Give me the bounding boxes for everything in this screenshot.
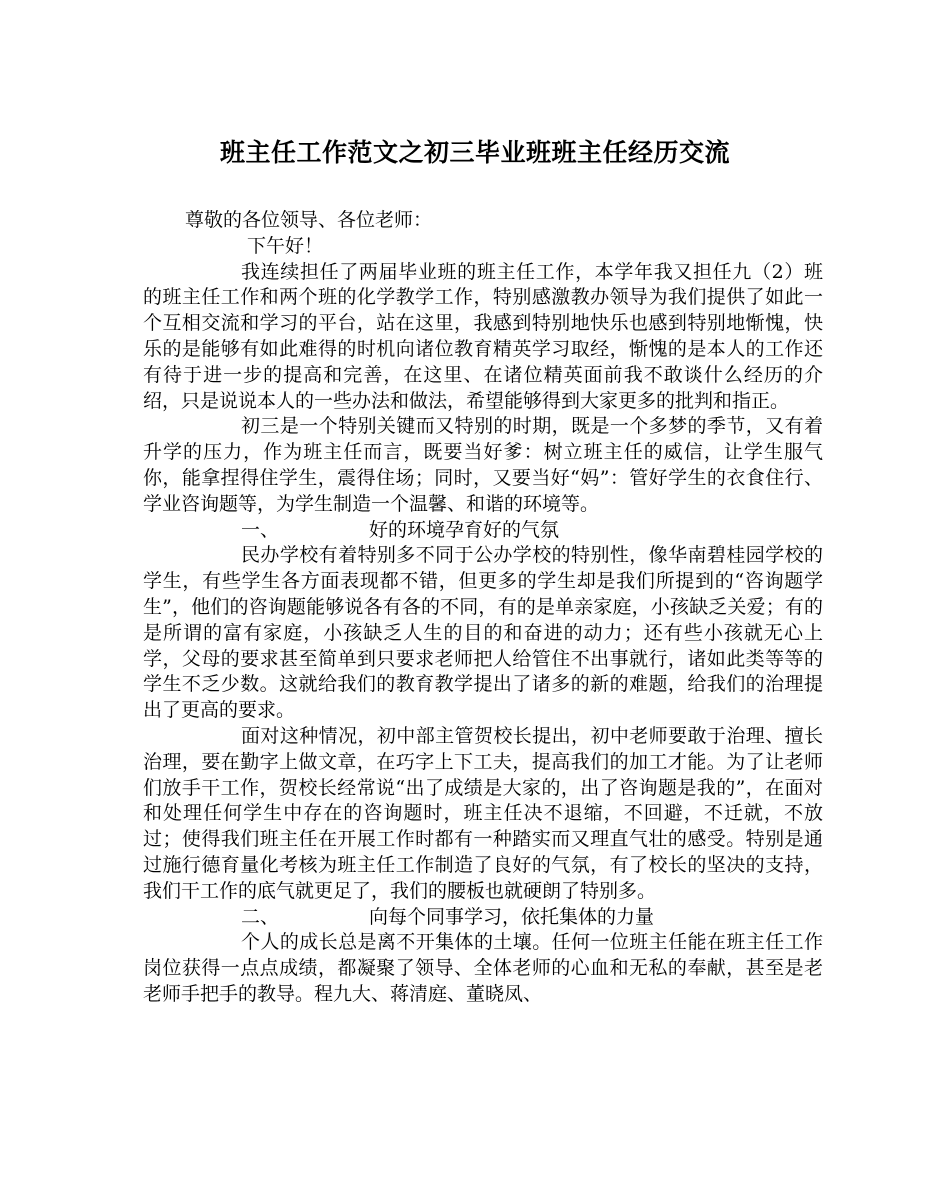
section-heading-text: 向每个同事学习，依托集体的力量 <box>369 905 655 928</box>
paragraph: 民办学校有着特别多不同于公办学校的特别性，像华南碧桂园学校的学生，有些学生各方面表现都不错，但更多的学生却是我们所提到的“咨询题学生”，他们的咨询题能够说各有各的不同，有的是单亲家庭，小孩缺乏关爱；有的是所谓的富有家庭，小孩缺乏人生的目的和奋进的动力；还有些小孩就无心上学，父母的要求甚至简单到只要求老师把人给管住不出事就行，诸如此类等等的学生不乏少数。这就给我们的教育教学提出了诸多的新的难题，给我们的治理提出了更高的要求。 <box>143 544 823 722</box>
paragraph: 我连续担任了两届毕业班的班主任工作，本学年我又担任九（2）班的班主任工作和两个班的化学教学工作，特别感激教办领导为我们提供了如此一个互相交流和学习的平台，站在这里，我感到特别地快乐也感到特别地惭愧，快乐的是能够有如此难得的时机向诸位教育精英学习取经，惭愧的是本人的工作还有待于进一步的提高和完善，在这里、在诸位精英面前我不敢谈什么经历的介绍，只是说说本人的一些办法和做法，希望能够得到大家更多的批判和指正。 <box>143 260 823 412</box>
greeting: 下午好！ <box>247 234 324 257</box>
section-heading <box>143 905 823 931</box>
section-heading <box>143 518 823 544</box>
section-number: 二、 <box>241 905 280 928</box>
document-body <box>143 208 823 1008</box>
document-title: 班主任工作范文之初三毕业班班主任经历交流 <box>219 138 730 167</box>
paragraph: 初三是一个特别关键而又特别的时期，既是一个多梦的季节，又有着升学的压力，作为班主任而言，既要当好爹：树立班主任的威信，让学生服气你，能拿捏得住学生，震得住场；同时，又要当好“妈”：管好学生的衣食住行、学业咨询题等，为学生制造一个温馨、和谐的环境等。 <box>143 415 823 515</box>
paragraph: 面对这种情况，初中部主管贺校长提出，初中老师要敢于治理、擅长治理，要在勤字上做文章，在巧字上下工夫，提高我们的加工才能。为了让老师们放手干工作，贺校长经常说“出了成绩是大家的，出了咨询题是我的”，在面对和处理任何学生中存在的咨询题时，班主任决不退缩，不回避，不迁就，不放过；使得我们班主任在开展工作时都有一种踏实而又理直气壮的感受。特别是通过施行德育量化考核为班主任工作制造了良好的气氛，有了校长的坚决的支持，我们干工作的底气就更足了，我们的腰板也就硬朗了特别多。 <box>143 724 823 902</box>
paragraph: 个人的成长总是离不开集体的土壤。任何一位班主任能在班主任工作岗位获得一点点成绩，都凝聚了领导、全体老师的心血和无私的奉献，甚至是老老师手把手的教导。程九大、蒋清庭、董晓凤、 <box>143 931 823 1005</box>
salutation: 尊敬的各位领导、各位老师： <box>185 209 433 231</box>
section-number: 一、 <box>241 518 280 541</box>
section-heading-text: 好的环境孕育好的气氛 <box>369 518 560 541</box>
